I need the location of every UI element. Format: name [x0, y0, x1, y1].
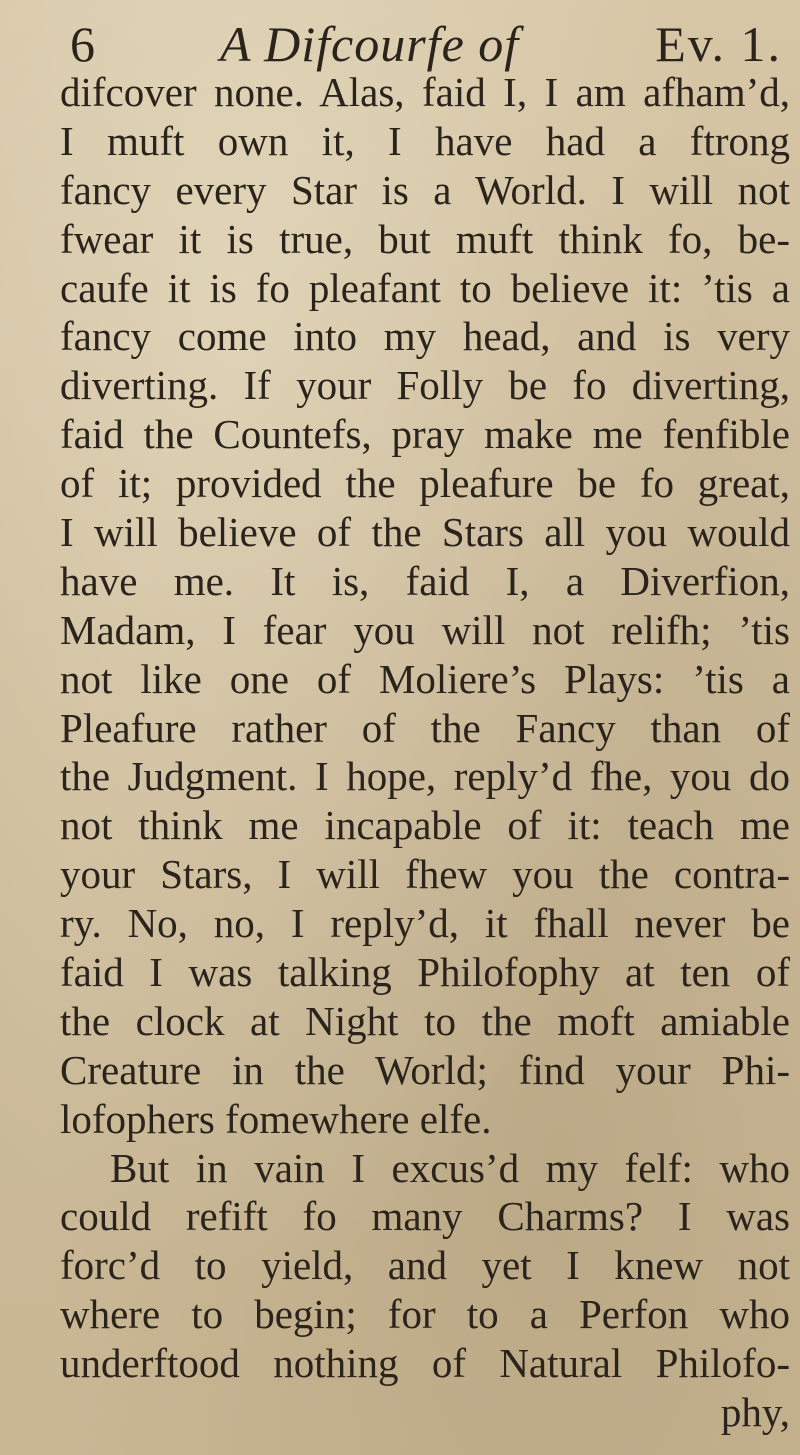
text-line: difcover none. Alas, faid I, I am afham’d,: [60, 69, 790, 115]
text-line: Madam, I fear you will not relifh; ’tis: [60, 606, 790, 653]
text-line: I will believe of the Stars all you would: [60, 509, 790, 556]
text-line: not like one of Moliere’s Plays: ’tis a: [60, 655, 790, 702]
text-line: lofophers fomewhere elfe.: [60, 1095, 492, 1142]
text-line: have me. It is, faid I, a Diverfion,: [60, 557, 790, 604]
page-header: [70, 14, 782, 74]
signature-mark: Ev. 1.: [655, 16, 782, 72]
text-line: the clock at Night to the moft amiable: [60, 997, 790, 1044]
text-line: ry. No, no, I reply’d, it fhall never be: [60, 900, 790, 947]
page-number: 6: [70, 16, 95, 72]
text-line: Creature in the World; find your Phi-: [60, 1046, 790, 1093]
text-line: where to begin; for to a Perfon who: [60, 1291, 790, 1338]
text-line: not think me incapable of it: teach me: [60, 802, 790, 849]
text-line: the Judgment. I hope, reply’d fhe, you do: [60, 753, 790, 800]
text-line: fancy come into my head, and is very: [60, 313, 790, 360]
text-line: faid I was talking Philofophy at ten of: [60, 949, 790, 996]
text-line: Pleafure rather of the Fancy than of: [60, 704, 790, 751]
text-line: fancy every Star is a World. I will not: [60, 166, 790, 213]
text-line: diverting. If your Folly be fo diverting,: [60, 362, 790, 409]
body-text: [60, 68, 790, 1437]
text-line: of it; provided the pleafure be fo great,: [60, 460, 790, 507]
text-line: faid the Countefs, pray make me fenfible: [60, 411, 790, 458]
catchword: phy,: [720, 1389, 790, 1436]
text-line: caufe it is fo pleafant to believe it: ’tis a: [60, 264, 790, 311]
text-line: underftood nothing of Natural Philofo-: [60, 1340, 790, 1387]
text-line: your Stars, I will fhew you the contra-: [60, 851, 790, 898]
text-line: could refift fo many Charms? I was: [60, 1193, 790, 1240]
text-line: I muft own it, I have had a ftrong: [60, 117, 790, 164]
text-line: fwear it is true, but muft think fo, be-: [60, 215, 790, 262]
text-line: forc’d to yield, and yet I knew not: [60, 1242, 790, 1289]
running-title: A Difcourfe of: [220, 16, 520, 72]
text-line: But in vain I excus’d my felf: who: [110, 1144, 790, 1191]
